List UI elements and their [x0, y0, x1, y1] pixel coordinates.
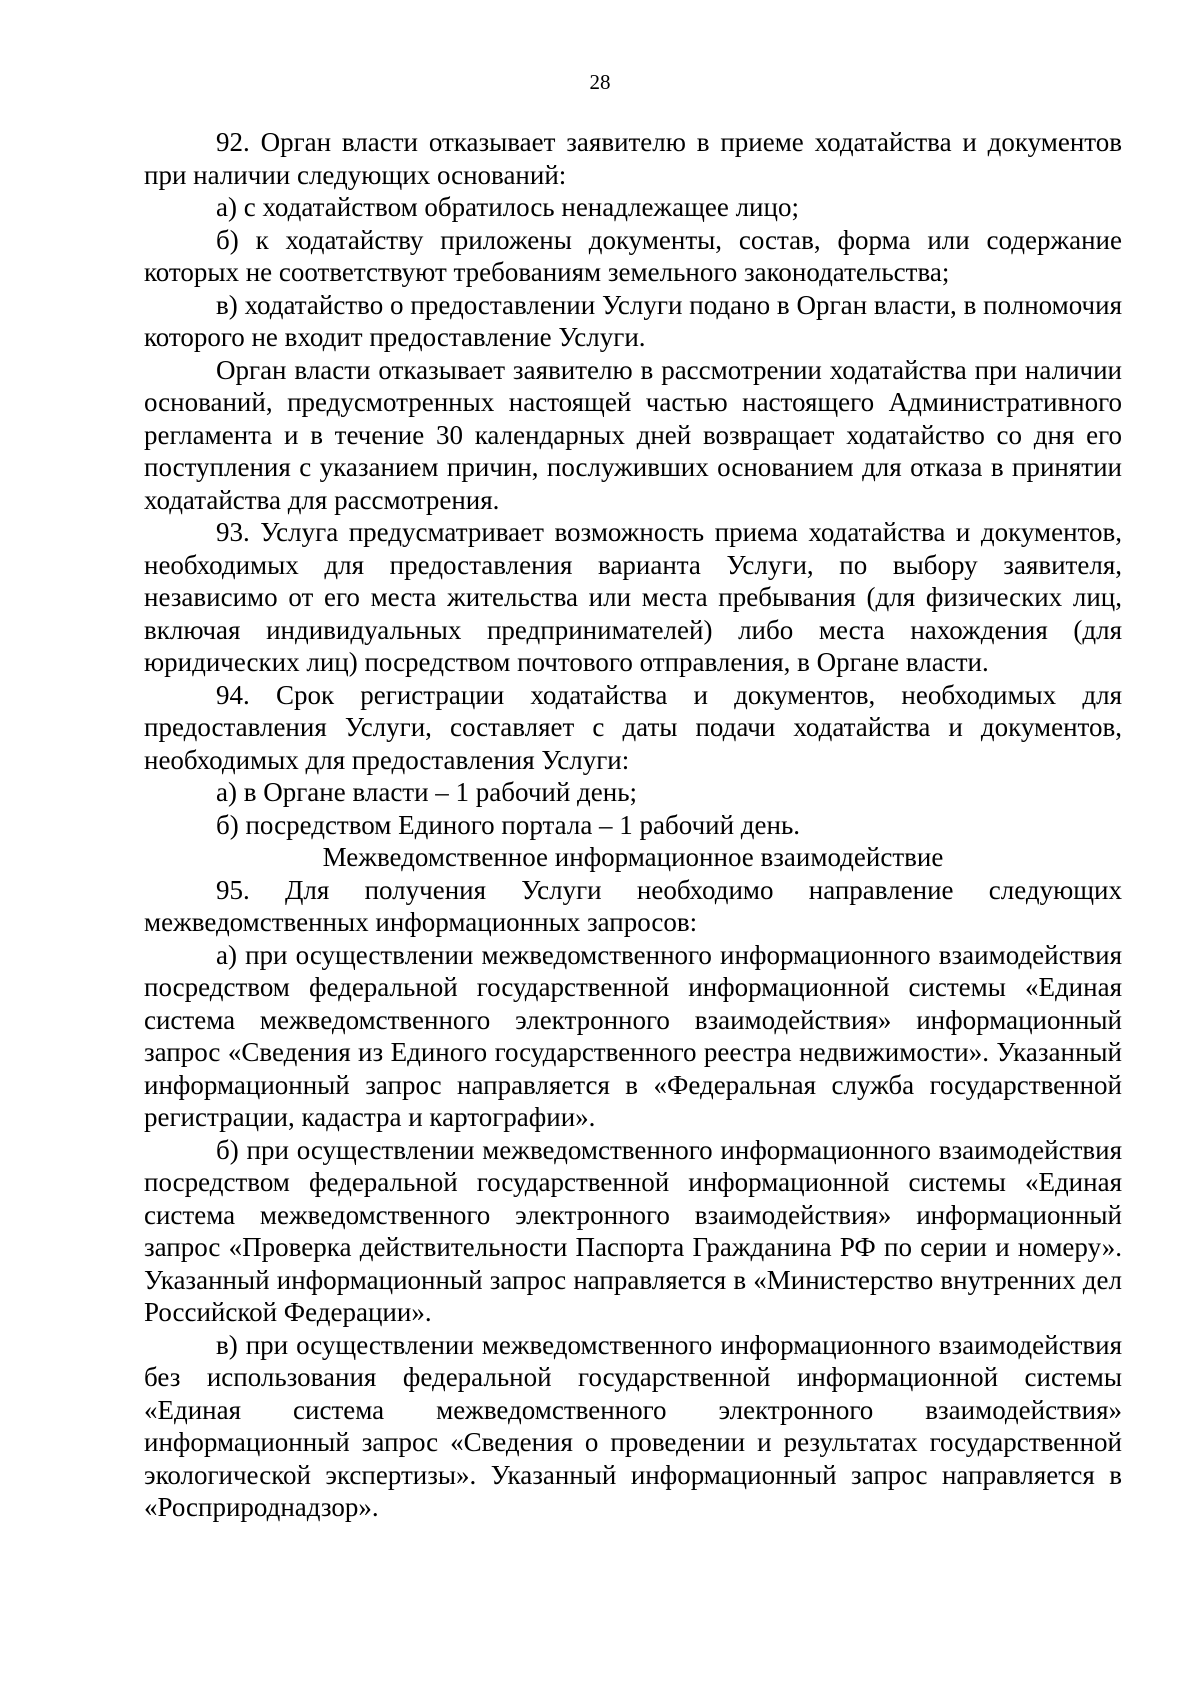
paragraph-95-item-b: б) при осуществлении межведомственного информационного взаимодействия посредством федеральной государственной информационной системы «Единая система межведомственного электронного взаимодействия» информационный запрос «Проверка действительности Паспорта Гражданина РФ по серии и номеру». Указанный информационный запрос направляется в «Министерство внутренних дел Российской Федерации». [144, 1134, 1122, 1327]
paragraph-94: 94. Срок регистрации ходатайства и документов, необходимых для предоставления Услуги, составляет с даты подачи ходатайства и документов, необходимых для предоставления Услуги: [144, 679, 1122, 775]
paragraph-95: 95. Для получения Услуги необходимо направление следующих межведомственных информационных запросов: [144, 874, 1122, 937]
paragraph-92-item-b: б) к ходатайству приложены документы, состав, форма или содержание которых не соответствуют требованиям земельного законодательства; [144, 224, 1122, 287]
section-heading: Межведомственное информационное взаимодействие [322, 842, 944, 872]
paragraph-92-item-a: а) с ходатайством обратилось ненадлежащее лицо; [216, 192, 799, 222]
paragraph-92: 92. Орган власти отказывает заявителю в приеме ходатайства и документов при наличии следующих оснований: [144, 127, 1122, 190]
paragraph-93: 93. Услуга предусматривает возможность приема ходатайства и документов, необходимых для предоставления варианта Услуги, по выбору заявителя, независимо от его места жительства или места пребывания (для физических лиц, включая индивидуальных предпринимателей) либо места нахождения (для юридических лиц) посредством почтового отправления, в Органе власти. [144, 517, 1122, 677]
paragraph-95-item-v: в) при осуществлении межведомственного информационного взаимодействия без использования федеральной государственной информационной системы «Единая система межведомственного электронного взаимодействия» информационный запрос «Сведения о проведении и результатах государственной экологической экспертизы». Указанный информационный запрос направляется в «Росприроднадзор». [144, 1329, 1122, 1522]
page-number: 28 [589, 70, 611, 94]
document-body [144, 126, 1122, 1524]
paragraph-94-item-a: а) в Органе власти – 1 рабочий день; [216, 777, 638, 807]
paragraph-95-item-a: а) при осуществлении межведомственного информационного взаимодействия посредством федеральной государственной информационной системы «Единая система межведомственного электронного взаимодействия» информационный запрос «Сведения из Единого государственного реестра недвижимости». Указанный информационный запрос направляется в «Федеральная служба государственной регистрации, кадастра и картографии». [144, 939, 1122, 1132]
paragraph-92-item-v: в) ходатайство о предоставлении Услуги подано в Орган власти, в полномочия которого не входит предоставление Услуги. [144, 289, 1122, 352]
paragraph-94-item-b: б) посредством Единого портала – 1 рабочий день. [216, 809, 801, 840]
paragraph-92-refusal: Орган власти отказывает заявителю в рассмотрении ходатайства при наличии оснований, предусмотренных настоящей частью настоящего Административного регламента и в течение 30 календарных дней возвращает ходатайство со дня его поступления с указанием причин, послуживших основанием для отказа в принятии ходатайства для рассмотрения. [144, 354, 1122, 515]
